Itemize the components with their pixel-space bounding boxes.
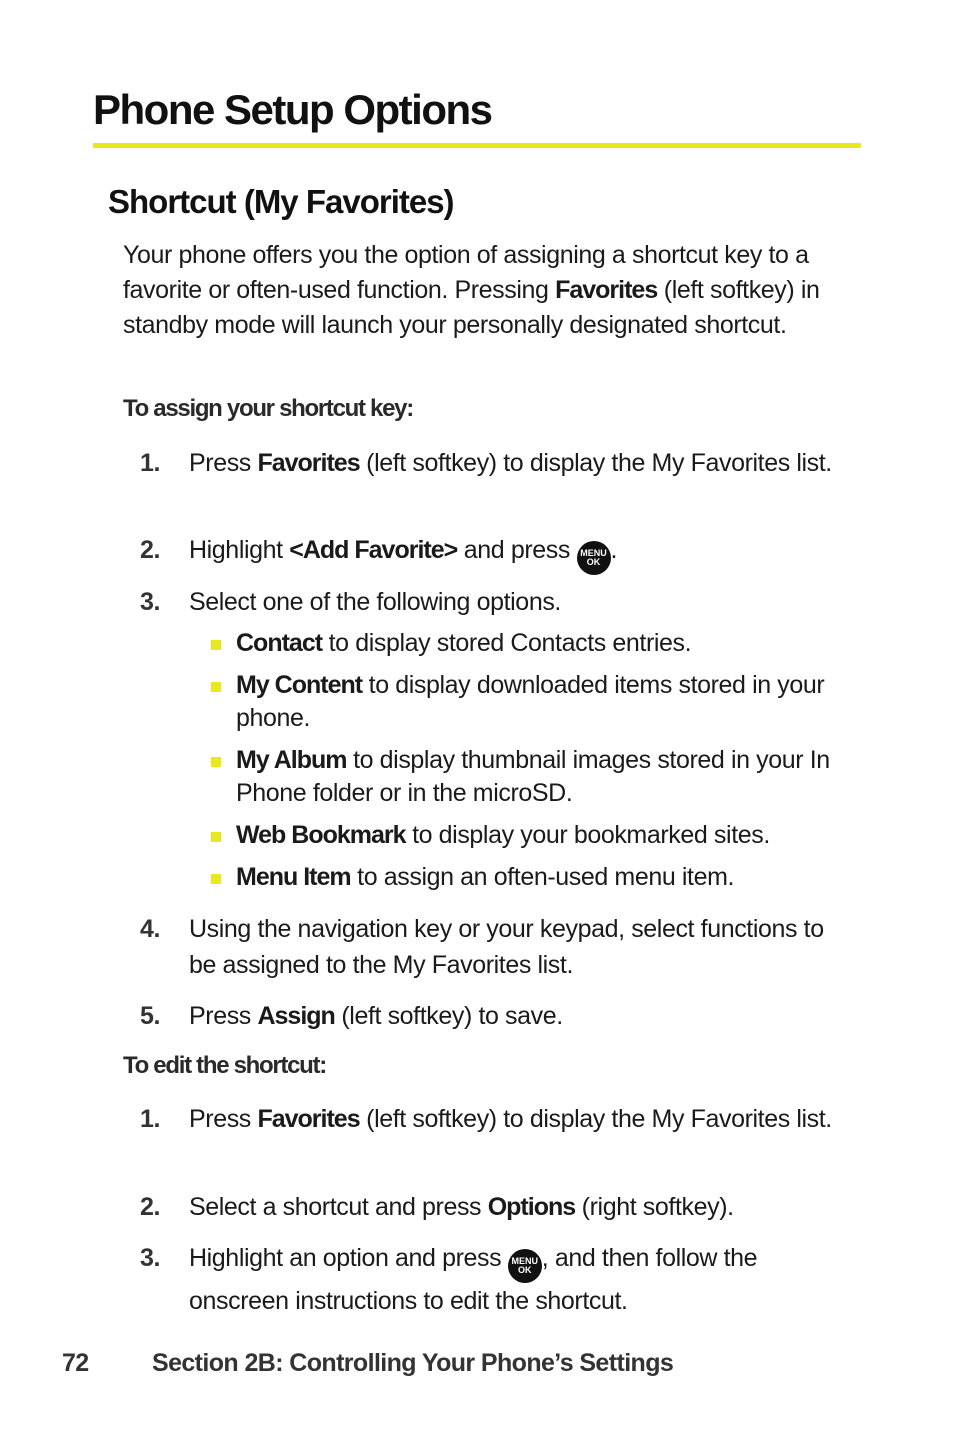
page-title: Phone Setup Options	[93, 86, 492, 133]
bullet-square-icon	[211, 682, 221, 692]
page-footer	[62, 1349, 674, 1378]
edit-heading: To edit the shortcut:	[123, 1052, 326, 1079]
menu-ok-key-icon: MENU OK	[508, 1249, 542, 1283]
bullet-square-icon	[211, 832, 221, 842]
menu-ok-key-icon: MENU OK	[577, 541, 611, 575]
title-underline	[93, 143, 861, 148]
intro-paragraph: Your phone offers you the option of assigning a shortcut key to a favorite or often-used function. Pressing Favorites (left softkey) in standby mode will launch your personally designated shortcut.	[123, 241, 820, 339]
bullet-square-icon	[211, 757, 221, 767]
bullet-square-icon	[211, 640, 221, 650]
section-heading: Shortcut (My Favorites)	[108, 183, 454, 220]
page-number: 72	[62, 1349, 89, 1377]
bullet-square-icon	[211, 874, 221, 884]
footer-section-title: Section 2B: Controlling Your Phone’s Settings	[152, 1349, 674, 1377]
assign-heading: To assign your shortcut key:	[123, 395, 413, 422]
